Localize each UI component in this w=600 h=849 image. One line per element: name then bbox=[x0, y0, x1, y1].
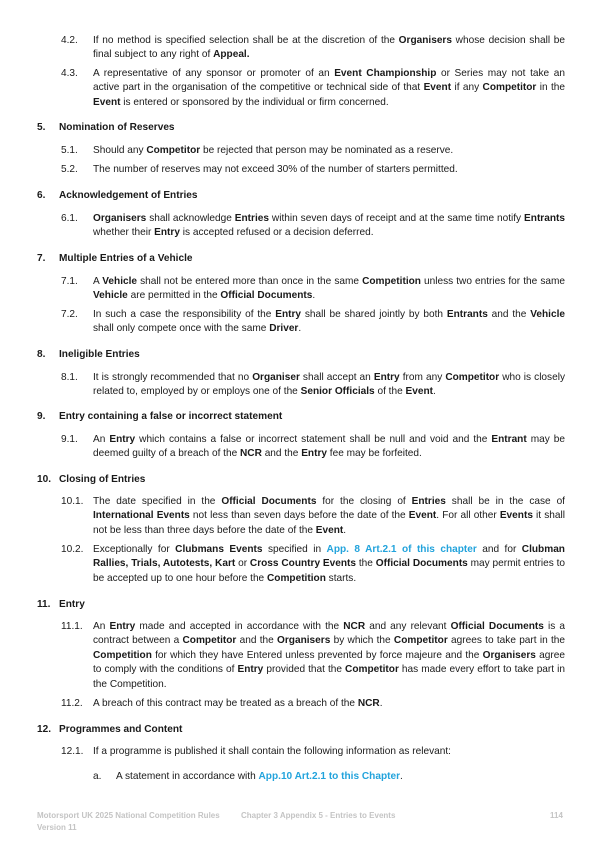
clause-number: 5.1. bbox=[61, 145, 78, 156]
clause-4-2 bbox=[61, 34, 565, 63]
clause-text: If a programme is published it shall contain the following information as relevant: bbox=[93, 746, 451, 757]
clause-number: 5.2. bbox=[61, 164, 78, 175]
clause-4-3 bbox=[61, 67, 565, 110]
clause-text: Should any Competitor be rejected that person may be nominated as a reserve. bbox=[93, 145, 454, 156]
clause-5-1 bbox=[61, 144, 565, 158]
list-item-a bbox=[93, 770, 565, 784]
clause-11-2 bbox=[61, 697, 565, 711]
chapter-cross-reference-link[interactable]: App.10 Art.2.1 to this Chapter bbox=[258, 771, 401, 782]
clause-number: 7.2. bbox=[61, 309, 78, 320]
clause-text: A Vehicle shall not be entered more than once in the same Competition unless two entries for the same Vehicle are permitted in the Official Documents. bbox=[93, 276, 565, 302]
section-heading-12: 12. Programmes and Content bbox=[37, 724, 183, 735]
clause-11-1 bbox=[61, 620, 565, 692]
clause-text: A representative of any sponsor or promoter of an Event Championship or Series may not take an active part in the organisation of the competitive or technical side of that Event if any Competitor in the Event is entered or sponsored by the individual or firm concerned. bbox=[93, 68, 566, 108]
clause-text: A breach of this contract may be treated as a breach of the NCR. bbox=[93, 698, 383, 709]
clause-number: 7.1. bbox=[61, 276, 78, 287]
clause-number: 4.3. bbox=[61, 68, 78, 79]
clause-text: Exceptionally for Clubmans Events specified in App. 8 Art.2.1 of this chapter and for Clubman Rallies, Trials, Autotests, Kart or Cross Country Events the Official Documents may permit entries to be accepted up to one hour before the Competition starts. bbox=[93, 544, 566, 584]
clause-7-1 bbox=[61, 275, 565, 304]
clause-10-2 bbox=[61, 543, 565, 586]
footer-chapter: Chapter 3 Appendix 5 - Entries to Events bbox=[241, 811, 396, 820]
footer-title: Motorsport UK 2025 National Competition Rules Version 11 bbox=[37, 811, 220, 832]
clause-number: 4.2. bbox=[61, 35, 78, 46]
clause-number: 11.1. bbox=[61, 621, 83, 632]
clause-number: 9.1. bbox=[61, 434, 78, 445]
clause-text: Organisers shall acknowledge Entries within seven days of receipt and at the same time notify Entrants whether their Entry is accepted refused or a decision deferred. bbox=[93, 213, 565, 239]
clause-text: The date specified in the Official Documents for the closing of Entries shall be in the case of International Events not less than seven days before the date of the Event. For all other Events it shall not be less than three days before the date of the Event. bbox=[93, 496, 565, 536]
clause-number: 8.1. bbox=[61, 372, 78, 383]
clause-7-2 bbox=[61, 308, 565, 337]
clause-5-2 bbox=[61, 163, 565, 177]
section-heading-6: 6. Acknowledgement of Entries bbox=[37, 190, 198, 201]
clause-text: An Entry made and accepted in accordance with the NCR and any relevant Official Documents is a contract between a Competitor and the Organisers by which the Competitor agrees to take part in the Competition for which they have Entered unless prevented by force majeure and the Organisers agree to comply with the conditions of Entry provided that the Competitor has made every effort to take part in the Competition. bbox=[93, 621, 566, 690]
clause-number: 10.2. bbox=[61, 544, 84, 555]
section-heading-10: 10. Closing of Entries bbox=[37, 474, 146, 485]
clause-number: 6.1. bbox=[61, 213, 78, 224]
clause-9-1 bbox=[61, 433, 565, 462]
clause-12-1 bbox=[61, 745, 565, 759]
clause-8-1 bbox=[61, 371, 565, 400]
chapter-cross-reference-link[interactable]: App. 8 Art.2.1 of this chapter bbox=[326, 544, 477, 555]
clause-6-1 bbox=[61, 212, 565, 241]
page-number: 114 bbox=[550, 811, 563, 820]
section-heading-8: 8. Ineligible Entries bbox=[37, 349, 140, 360]
clause-10-1 bbox=[61, 495, 565, 538]
section-heading-9: 9. Entry containing a false or incorrect statement bbox=[37, 411, 283, 422]
clause-text: The number of reserves may not exceed 30% of the number of starters permitted. bbox=[93, 164, 458, 175]
list-item-letter: a. bbox=[93, 771, 102, 782]
clause-number: 11.2. bbox=[61, 698, 83, 709]
clause-text: If no method is specified selection shall be at the discretion of the Organisers whose decision shall be final subject to any right of Appeal. bbox=[93, 35, 565, 61]
clause-text: An Entry which contains a false or incorrect statement shall be null and void and the Entrant may be deemed guilty of a breach of the NCR and the Entry fee may be forfeited. bbox=[93, 434, 565, 460]
section-heading-7: 7. Multiple Entries of a Vehicle bbox=[37, 253, 193, 264]
clause-number: 10.1. bbox=[61, 496, 84, 507]
section-heading-5: 5. Nomination of Reserves bbox=[37, 122, 175, 133]
clause-text: It is strongly recommended that no Organiser shall accept an Entry from any Competitor who is closely related to, employed by or employs one of the Senior Officials of the Event. bbox=[93, 372, 565, 398]
section-heading-11: 11. Entry bbox=[37, 599, 85, 610]
clause-text: In such a case the responsibility of the Entry shall be shared jointly by both Entrants and the Vehicle shall only compete once with the same Driver. bbox=[93, 309, 566, 335]
clause-number: 12.1. bbox=[61, 746, 84, 757]
list-item-text: A statement in accordance with App.10 Art.2.1 to this Chapter. bbox=[116, 771, 403, 782]
